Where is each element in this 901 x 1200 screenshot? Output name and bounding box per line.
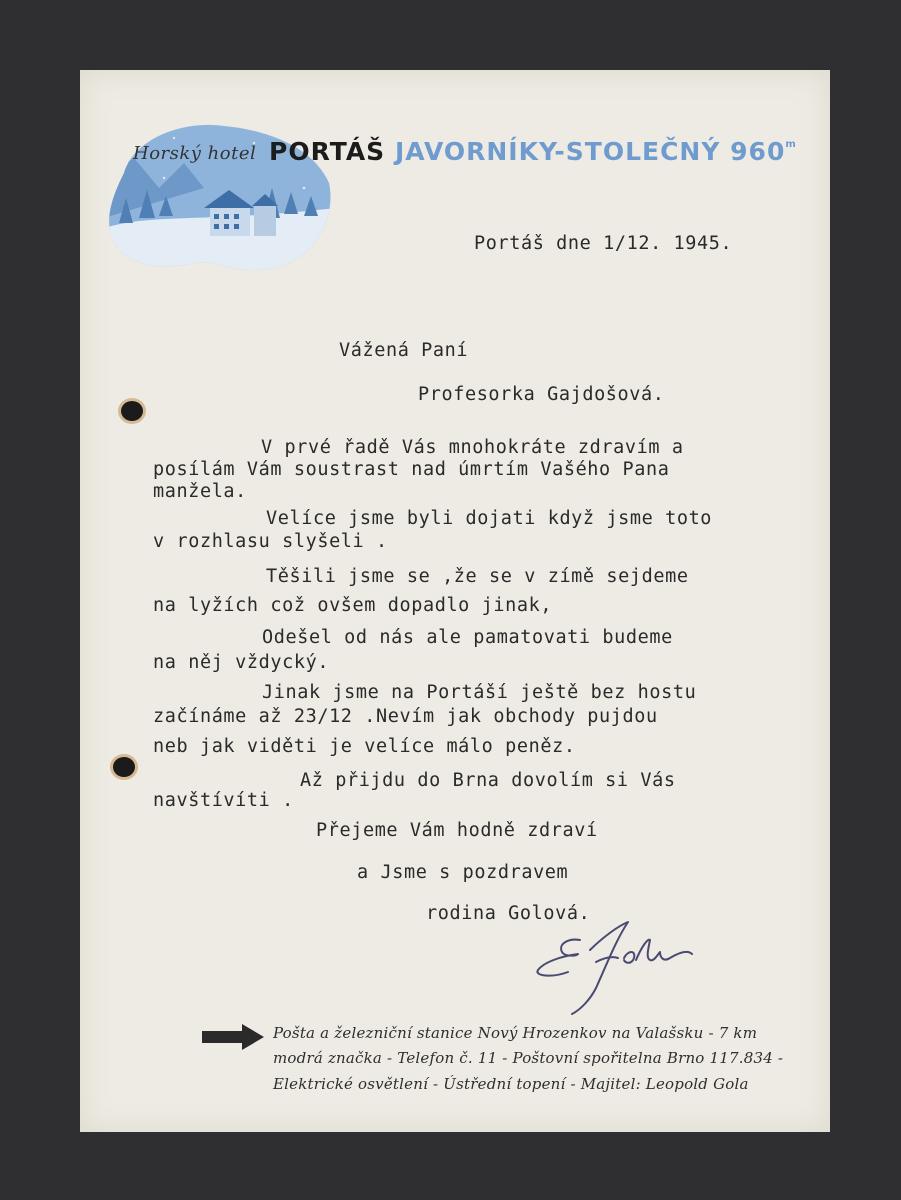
letterhead-hotel-name: PORTÁŠ [269, 137, 386, 166]
letterhead-location-text: JAVORNÍKY-STOLEČNÝ 960 [395, 137, 786, 166]
recipient: Profesorka Gajdošová. [418, 384, 665, 405]
body-line: na lyžích což ovšem dopadlo jinak, [153, 595, 553, 616]
body-line: Velíce jsme byli dojati když jsme toto [266, 508, 713, 529]
letterhead-location [395, 137, 797, 166]
body-line: neb jak viděti je velíce málo peněz. [153, 736, 576, 757]
body-line: Odešel od nás ale pamatovati budeme [262, 627, 673, 648]
salutation: Vážená Paní [339, 340, 469, 361]
footer-arrow-icon [202, 1024, 264, 1050]
letterhead-unit: m [785, 139, 797, 150]
punch-hole [113, 757, 135, 777]
body-line: na něj vždycký. [153, 652, 330, 673]
date-line: Portáš dne 1/12. 1945. [474, 233, 733, 254]
body-line: navštívíti . [153, 790, 294, 811]
body-line: Až přijdu do Brna dovolím si Vás [300, 770, 676, 791]
handwritten-signature [532, 918, 697, 1018]
body-line: V prvé řadě Vás mnohokráte zdravím a [261, 437, 684, 458]
body-line: začínáme až 23/12 .Nevím jak obchody pujdou [153, 706, 658, 727]
closing-line: a Jsme s pozdravem [357, 862, 569, 883]
footer-line: Elektrické osvětlení - Ústřední topení - Majitel: Leopold Gola [273, 1075, 749, 1093]
punch-hole [121, 401, 143, 421]
body-line: Těšili jsme se ,že se v zímě sejdeme [266, 566, 689, 587]
footer-line: Pošta a železniční stanice Nový Hrozenkov na Valašsku - 7 km [273, 1024, 758, 1042]
closing-line: Přejeme Vám hodně zdraví [316, 820, 598, 841]
body-line: Jinak jsme na Portáší ještě bez hostu [262, 682, 697, 703]
closing-signoff: rodina Golová. [426, 903, 591, 924]
body-line: posílám Vám soustrast nad úmrtím Vašého Pana [153, 459, 670, 480]
body-line: v rozhlasu slyšeli . [153, 531, 388, 552]
footer-line: modrá značka - Telefon č. 11 - Poštovní spořitelna Brno 117.834 - [273, 1049, 784, 1067]
letterhead-script-line: Horský hotel [133, 143, 257, 164]
body-line: manžela. [153, 481, 247, 502]
